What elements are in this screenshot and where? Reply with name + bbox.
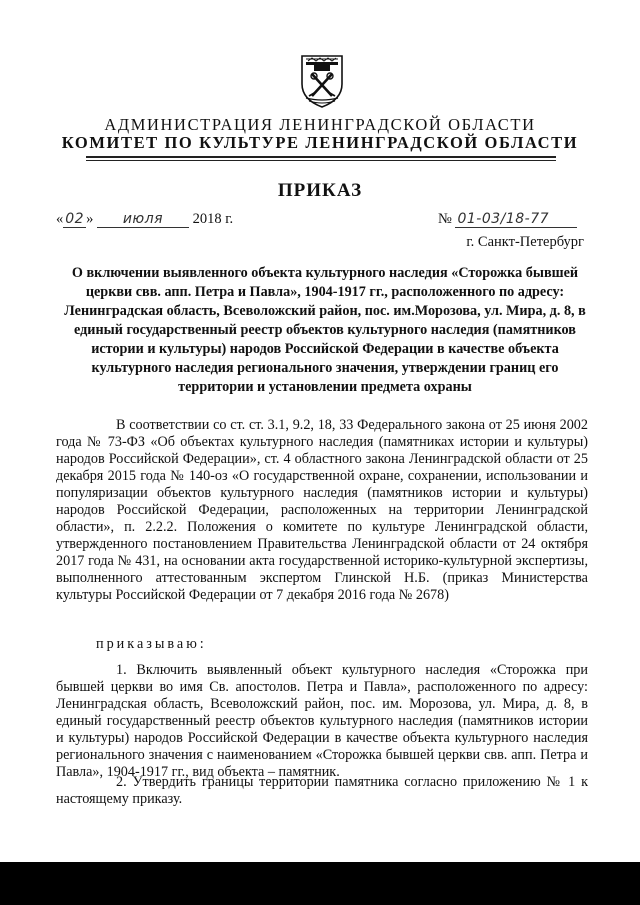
date-close-quote: »	[86, 211, 94, 227]
org-name-line2: КОМИТЕТ ПО КУЛЬТУРЕ ЛЕНИНГРАДСКОЙ ОБЛАСТИ	[61, 133, 579, 152]
order-item-2: 2. Утвердить границы территории памятника согласно приложению № 1 к настоящему приказу.	[56, 774, 588, 807]
order-keyword: приказываю:	[96, 636, 207, 652]
order-number-handwritten: 01-03/18-77	[455, 211, 577, 228]
order-date	[56, 211, 233, 228]
order-number	[438, 211, 577, 228]
date-day-handwritten: 02	[65, 211, 85, 227]
preamble-paragraph: В соответствии со ст. ст. 3.1, 9.2, 18, 33 Федерального закона от 25 июня 2002 года № 73-ФЗ «Об объектах культурного наследия (памятниках истории и культуры) народов Российской Федерации», ст. 4 областного закона Ленинградской области от 25 декабря 2015 года № 140-оз «О государственной охране, сохранении, использовании и популяризации объектов культурного наследия (памятников истории и культуры) народов Российской Федерации, расположенных на территории Ленинградской области», п. 2.2.2. Положения о комитете по культуре Ленинградской области, утвержденного постановлением Правительства Ленинградской области от 24 октября 2017 года № 431, на основании акта государственной историко-культурной экспертизы, выполненного аттестованным экспертом Глинской Н.Б. (приказ Министерства культуры Российской Федерации от 7 декабря 2016 года № 2678)	[56, 417, 588, 603]
org-name-line1: АДМИНИСТРАЦИЯ ЛЕНИНГРАДСКОЙ ОБЛАСТИ	[104, 115, 536, 134]
date-open-quote: «	[56, 211, 64, 227]
coat-of-arms-icon	[300, 52, 344, 108]
date-year: 2018 г.	[192, 211, 234, 227]
issue-city: г. Санкт-Петербург	[466, 234, 584, 250]
document-type-title: ПРИКАЗ	[277, 180, 363, 201]
number-sign: №	[438, 211, 452, 227]
header-divider-thick	[86, 156, 556, 158]
header-divider-thin	[86, 160, 556, 161]
date-month-handwritten: июля	[97, 211, 189, 228]
order-item-1: 1. Включить выявленный объект культурного наследия «Сторожка при бывшей церкви во имя Св. апостолов. Петра и Павла», расположенного по адресу: Ленинградская область, Всеволожский район, пос. им. Морозова, ул. Мира, д. 8, в единый государственный реестр объектов культурного наследия (памятников истории и культуры) народов Российской Федерации в качестве объекта культурного наследия регионального значения с наименованием «Сторожка бывшей церкви свв. апп. Петра и Павла», 1904-1917 гг., вид объекта – памятник.	[56, 662, 588, 780]
order-title: О включении выявленного объекта культурного наследия «Сторожка бывшей церкви свв. апп. Петра и Павла», 1904-1917 гг., расположенного по адресу: Ленинградская область, Всеволожский район, пос. им.Морозова, ул. Мира, д. 8, в единый государственный реестр объектов культурного наследия (памятников истории и культуры) народов Российской Федерации в качестве объекта культурного наследия регионального значения, утверждении границ его территории и установлении предмета охраны	[64, 265, 586, 395]
